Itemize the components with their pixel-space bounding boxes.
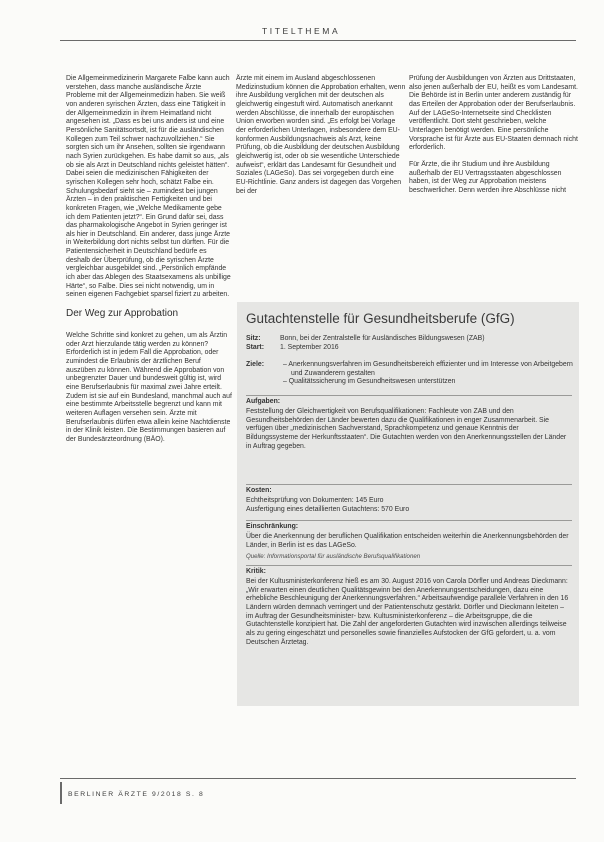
info-value-sitz: Bonn, bei der Zentralstelle für Ausländisches Bildungswesen (ZAB) — [280, 335, 485, 342]
body-paragraph: Die Allgemeinmedizinerin Margarete Falbe kann auch verstehen, dass manche ausländische Ärzte Probleme mit der Allgemeinmedizin haben. Sie weiß von anderen syrischen Ärzten, dass eine Tätigkeit in der Allgemeinmedizin in ihrem Heimatland nicht angesehen ist. „Dass es bei uns anders ist und eine Persönliche Sanitätsortsdt, ist für die ausländischen Kollegen zum Teil schwer nachzuvollziehen.“ Sie sorgten sich um ihr Ansehen, sollten sie irgendwann nach Syrien zurückgehen. Es habe damit so aus, „als ob sie als Arzt in Deutschland nichts geleistet hätten“. Dabei seien die medizinischen Fähigkeiten der syrischen Kollegen sehr hoch, schätzt Falbe ein. Schulungsbedarf sieht sie – zumindest bei jungen Ärzten – in den praktischen Fertigkeiten und bei konkreten Fragen, wie „Welche Medikamente gebe ich dem Patienten jetzt?“. Ein Grund dafür sei, dass das pharmakologische Angebot in Syrien geringer ist als hier in Deutschland. Ein anderer, dass junge Ärzte in Weiterbildung dort nichts selbst tun dürften. Für die Patientensicherheit in Deutschland bedürfe es deshalb der Überprüfung, ob die syrischen Ärzte vergleichbar ausgebildet sind. „Persönlich empfände ich aber das Ablegen des Staatsexamens als unbillige Härte“, so Falbe. Dies sei nicht notwendig, um in seinen eigenen Fachgebiet sparsel fiziert zu arbeiten. — [66, 75, 231, 299]
info-label-kosten: Kosten: — [246, 487, 272, 494]
info-text-aufgaben — [246, 408, 572, 451]
tasks-paragraph: Feststellung der Gleichwertigkeit von Berufsqualifikationen: Fachleute von ZAB und den Gesundheitsbehörden der Länder bewerten dazu die Qualifikationen in enger Zusammenarbeit. Sie verfügen über „medizinischen Sachverstand, Sprachkompetenz und genaue Kenntnis der Bildungssysteme der Herkunftsstaaten“. Die Gutachten werden von den Anerkennungsstellen der Länder in Auftrag gegeben. — [246, 408, 567, 450]
info-row-start — [246, 344, 574, 353]
footer-mark — [60, 782, 62, 804]
info-text-kritik — [246, 578, 572, 647]
paragraph-spacer — [409, 153, 579, 161]
body-paragraph: Welche Schritte sind konkret zu gehen, um als Ärztin oder Arzt hierzulande tätig werden zu können? Erforderlich ist in jedem Fall die Approbation, oder zumindest die Erlaubnis der ärztlichen Beruf auszüben zu können. Während die Approbation von unbegrenzter Dauer und bundesweit gültig ist, wird eine Berufserlaubnis für maximal zwei Jahre erteilt. Zudem ist sie auf ein Bundesland, manchmal auch auf eine bestimmte Arbeitsstelle begrenzt und kann mit weiteren Auflagen versehen sein. Ärzte mit Berufserlaubnis dürfen etwa allein keine Nachtdienste in der Klinik leisten. Die Bestimmungen basieren auf der Bundesärzteordnung (BÄO). — [66, 332, 232, 443]
cost-line: Echtheitsprüfung von Dokumenten: 145 Euro — [246, 497, 384, 504]
info-divider — [246, 520, 572, 521]
critique-paragraph: Bei der Kultusministerkonferenz hieß es am 30. August 2016 von Carola Dörfler und Andreas Dieckmann: „Wir erwarten einen deutlichen Qualitätsgewinn bei den Anerkennungsentscheidungen, dazu eine erhebliche Beschleunigung der Anerkennungsverfahren.“ Arbeitsaufwendige parallele Verfahren in den 16 Ländern würden demnach verringert und der Patientenschutz gestärkt. Dörfler und Dieckmann leiteten – im Auftrag der Gesundheitsminister- bzw. Kultusministerkonferenz – die Arbeitsgruppe, die die Gutachtenstelle konzipiert hat. Die Zahl der angeforderten Gutachten wird inzwischen allerdings teilweise als zu gering eingeschätzt und personelles sowie finanzielles Aufstocken der GfG gefordert, u. a. vom Deutschen Ärztetag. — [246, 578, 569, 646]
info-label-aufgaben: Aufgaben: — [246, 398, 281, 405]
footer-rule — [60, 778, 576, 779]
cost-line: Ausfertigung eines detaillierten Gutachtens: 570 Euro — [246, 505, 410, 513]
footer-folio: BERLINER ÄRZTE 9/2018 S. 8 — [68, 791, 205, 798]
body-paragraph: Ärzte mit einem im Ausland abgeschlossenen Medizinstudium können die Approbation erhalten, wenn ihre Ausbildung verglichen mit der deutschen als gleichwertig eingestuft wird. Automatisch anerkannt werden Abschlüsse, die innerhalb der europäischen Union erworben worden sind. „Es erfolgt bei Vorlage der erforderlichen Unterlagen, insbesondere dem EU-konformen Ausbildungsnachweis als Arzt, keine Prüfung, ob die Ausbildung der deutschen Ausbildung gleichwertig ist, oder ob sie wesentliche Unterschiede aufweist“, erklärt das Landesamt für Gesundheit und Soziales (LAGeSo). Das sei vorgegeben durch eine EU-Richtlinie. Ganz anders ist dagegen das Vorgehen bei der — [236, 75, 406, 195]
goals-list — [283, 361, 573, 387]
article-column-middle — [236, 75, 406, 196]
body-paragraph: Prüfung der Ausbildungen von Ärzten aus Drittstaaten, also jenen außerhalb der EU, heißt es vom Landesamt. Die Behörde ist in Berlin unter anderem zuständig für das Erteilen der Approbation oder der Berufserlaubnis. Auf der LAGeSo-Internetseite sind Checklisten veröffentlicht. Dort steht geschrieben, welche Unterlagen benötigt werden. Eine persönliche Vorsprache ist für Ärzte aus EU-Staaten demnach nicht erforderlich. — [409, 75, 578, 152]
info-divider — [246, 484, 572, 485]
info-label-einschraenkung: Einschränkung: — [246, 523, 299, 530]
info-row-sitz — [246, 335, 574, 344]
goal-item: – Anerkennungsverfahren im Gesundheitsbereich effizienter und im Interesse von Arbeitgebern und Zuwanderern gestalten — [283, 361, 573, 377]
section-kicker: TITELTHEMA — [262, 26, 341, 36]
info-box-title: Gutachtenstelle für Gesundheitsberufe (GfG) — [246, 311, 515, 326]
info-label-sitz: Sitz: — [246, 335, 261, 342]
header-rule — [60, 40, 576, 41]
article-column-right — [409, 75, 579, 196]
info-text-kosten — [246, 497, 572, 514]
paragraph-spacer — [66, 300, 232, 308]
goal-item: – Qualitätssicherung im Gesundheitswesen unterstützen — [283, 378, 456, 386]
info-divider — [246, 395, 572, 396]
article-column-left — [66, 75, 232, 445]
info-text-einschraenkung — [246, 533, 572, 550]
info-label-kritik: Kritik: — [246, 568, 266, 575]
source-note: Quelle: Informationsportal für ausländische Berufsqualifikationen — [246, 553, 421, 560]
info-label-start: Start: — [246, 344, 264, 351]
info-divider — [246, 565, 572, 566]
restriction-paragraph: Über die Anerkennung der beruflichen Qualifikation entscheiden weiterhin die Anerkennungsbehörden der Länder, in Berlin ist es das LAGeSo. — [246, 533, 569, 549]
info-label-ziele: Ziele: — [246, 361, 264, 368]
info-label-ziele-wrap — [246, 361, 282, 370]
info-value-start: 1. September 2016 — [280, 344, 339, 351]
body-paragraph: Für Ärzte, die ihr Studium und ihre Ausbildung außerhalb der EU Vertragsstaaten abgeschlossen haben, ist der Weg zur Approbation meistens beschwerlicher. Denn werden ihre Abschlüsse nicht — [409, 160, 567, 194]
section-heading: Der Weg zur Approbation — [66, 308, 179, 320]
